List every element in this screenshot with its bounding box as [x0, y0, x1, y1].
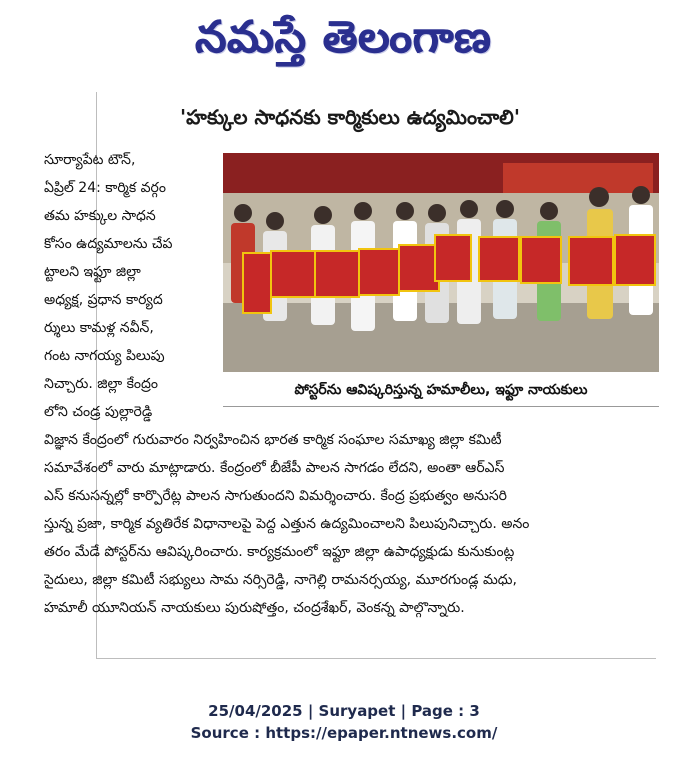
article-headline: 'హక్కుల సాధనకు కార్మికులు ఉద్యమించాలి': [180, 105, 520, 129]
body-line: నిచ్చారు. జిల్లా కేంద్రం: [44, 376, 159, 392]
body-line: సైదులు, జిల్లా కమిటీ సభ్యులు సామ నర్సిరెడ్డి, నాగెల్లి రామనర్సయ్య, మూరగుండ్ల మధు,: [44, 572, 517, 588]
body-line: తమ హక్కుల సాధన: [44, 208, 156, 224]
body-line: ట్టాలని ఇఫ్టూ జిల్లా: [44, 264, 141, 280]
body-line: తరం మేడే పోస్టర్‌ను ఆవిష్కరించారు. కార్యక్రమంలో ఇఫ్టూ జిల్లా ఉపాధ్యక్షుడు కునుకుంట్ల: [44, 544, 515, 560]
body-line: కోసం ఉద్యమాలను చేప: [44, 236, 173, 252]
body-line: గంట నాగయ్య పిలుపు: [44, 348, 165, 364]
body-line: విజ్ఞాన కేంద్రంలో గురువారం నిర్వహించిన భారత కార్మిక సంఘాల సమాఖ్య జిల్లా కమిటీ: [44, 432, 502, 448]
newspaper-masthead: నమస్తే తెలంగాణ: [195, 12, 493, 63]
clipping-border-bottom: [96, 658, 656, 659]
body-line: అధ్యక్ష, ప్రధాన కార్యద: [44, 292, 163, 308]
body-line: ఏప్రిల్ 24: కార్మిక వర్గం: [44, 180, 166, 196]
photo-caption: పోస్టర్‌ను ఆవిష్కరిస్తున్న హమాలీలు, ఇఫ్టూ నాయకులు: [223, 374, 659, 407]
article-body-wide: [44, 426, 664, 622]
article-body-column: [44, 146, 220, 426]
footer-dateline: 25/04/2025 | Suryapet | Page : 3: [208, 702, 480, 720]
body-line: సమావేశంలో వారు మాట్లాడారు. కేంద్రంలో బీజేపీ పాలన సాగడం లేదని, అంతా ఆర్‌ఎస్: [44, 460, 505, 476]
body-line: సూర్యాపేట టౌన్,: [44, 152, 136, 168]
footer-source: Source : https://epaper.ntnews.com/: [190, 724, 498, 742]
body-line: లోని చండ్ర పుల్లారెడ్డి: [44, 404, 153, 420]
group-photo-illustration: [223, 153, 659, 372]
article-photo: [223, 153, 659, 372]
body-line: స్తున్న ప్రజా, కార్మిక వ్యతిరేక విధానాలపై పెద్ద ఎత్తున ఉద్యమించాలని పిలుపునిచ్చారు. అనం: [44, 516, 530, 532]
body-line: ఎస్ కనుసన్నల్లో కార్పొరేట్ల పాలన సాగుతుందని విమర్శించారు. కేంద్ర ప్రభుత్వం అనుసరి: [44, 488, 507, 504]
body-line: హమాలీ యూనియన్ నాయకులు పురుషోత్తం, చంద్రశేఖర్, వెంకన్న పాల్గొన్నారు.: [44, 600, 465, 616]
body-line: ర్శులు కామళ్ల నవీన్,: [44, 320, 154, 336]
